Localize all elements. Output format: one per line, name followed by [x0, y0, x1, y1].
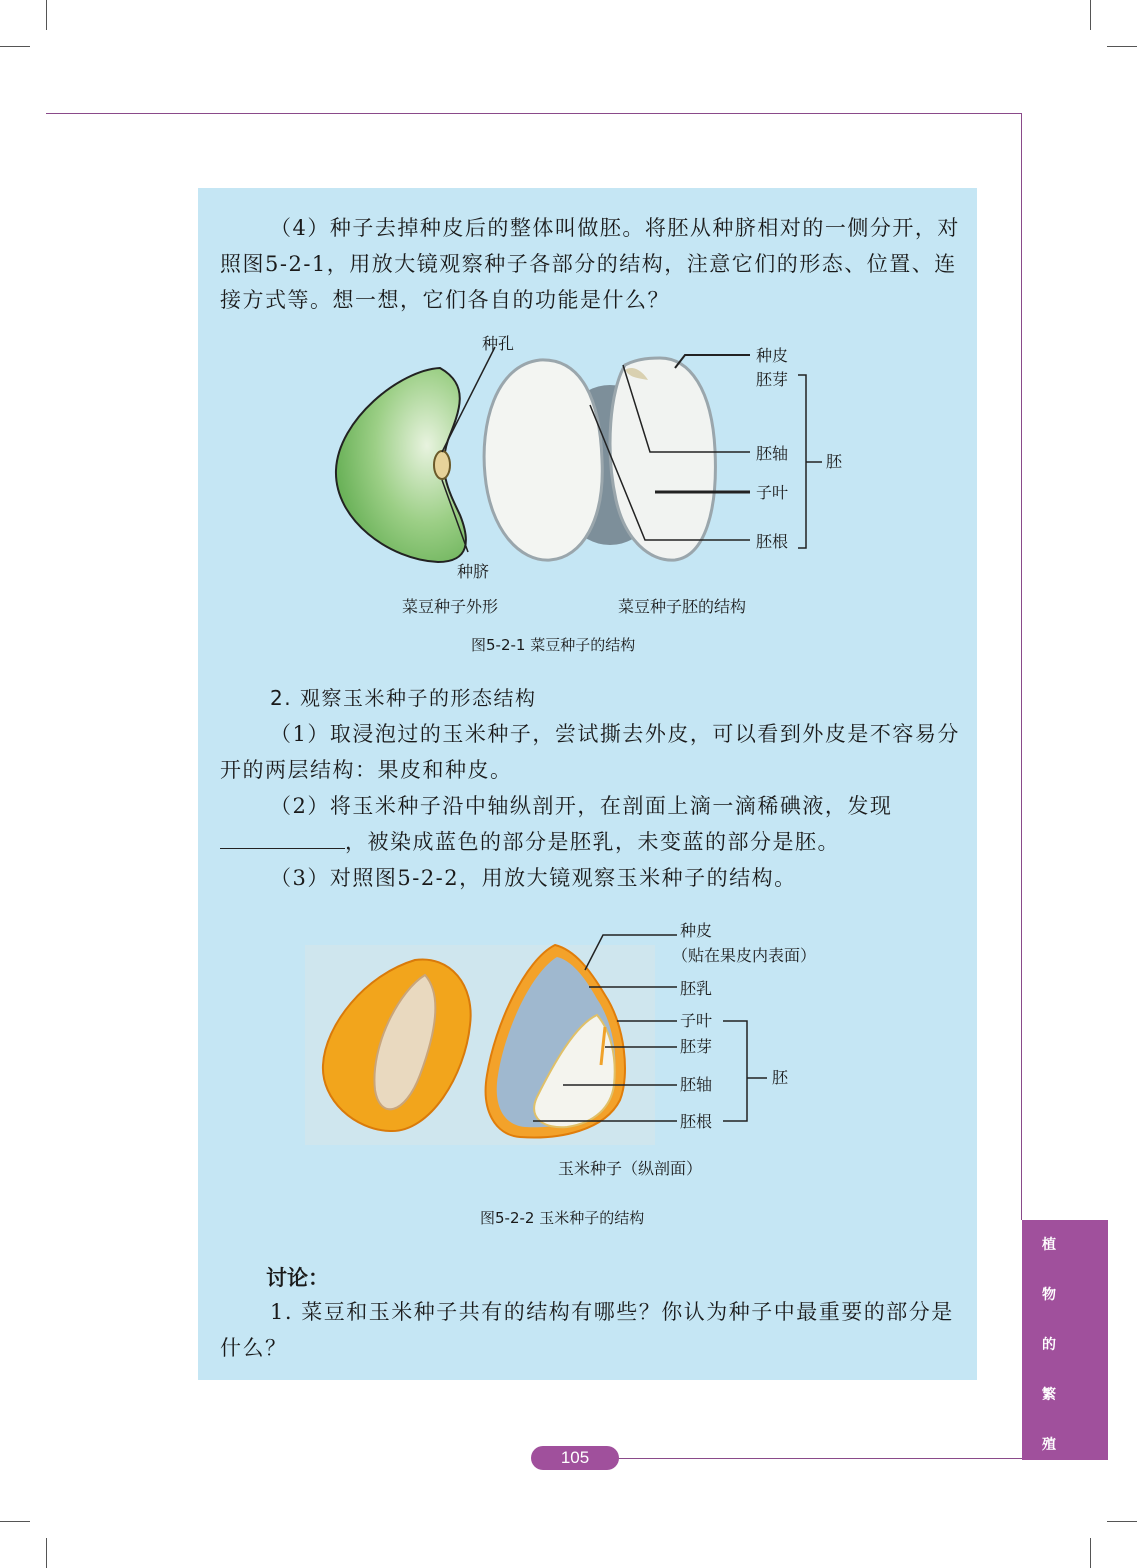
label-corn-radicle: 胚根	[680, 1112, 713, 1131]
page-frame-top	[46, 113, 1022, 114]
paragraph-corn-2	[220, 788, 960, 860]
label-endosperm: 胚乳	[680, 979, 713, 998]
corn-subcaption: 玉米种子（纵剖面）	[558, 1159, 703, 1178]
label-hilum: 种脐	[457, 562, 490, 581]
label-micropyle: 种孔	[482, 334, 515, 353]
bean-exterior-subcaption: 菜豆种子外形	[402, 597, 499, 616]
label-plumule: 胚芽	[756, 370, 789, 389]
crop-mark	[46, 1538, 47, 1568]
paragraph-corn-2-part-b: ，被染成蓝色的部分是胚乳，未变蓝的部分是胚。	[345, 830, 840, 854]
bean-cotyledon-right	[610, 358, 715, 560]
crop-mark	[1090, 0, 1091, 30]
label-corn-hypocotyl: 胚轴	[680, 1075, 713, 1094]
page-number: 105	[531, 1446, 619, 1470]
side-tab-char: 植	[1042, 1237, 1056, 1253]
paragraph-corn-3: （3）对照图5-2-2，用放大镜观察玉米种子的结构。	[270, 866, 797, 890]
label-corn-cotyledon: 子叶	[680, 1011, 713, 1030]
figure-caption-5-2-1: 图5-2-1 菜豆种子的结构	[471, 636, 636, 654]
paragraph-corn-2-part-a: （2）将玉米种子沿中轴纵剖开，在剖面上滴一滴稀碘液，发现	[270, 794, 893, 818]
bean-embryo-subcaption: 菜豆种子胚的结构	[618, 597, 747, 616]
label-corn-seed-coat-note: （贴在果皮内表面）	[672, 946, 817, 965]
chapter-side-tab	[1022, 1220, 1108, 1460]
section-2-title: 2. 观察玉米种子的形态结构	[270, 686, 537, 710]
crop-mark	[0, 1521, 30, 1522]
label-corn-embryo: 胚	[772, 1068, 789, 1087]
label-embryo: 胚	[826, 452, 843, 471]
side-tab-char: 繁	[1042, 1387, 1056, 1403]
crop-mark	[1107, 1521, 1137, 1522]
label-corn-plumule: 胚芽	[680, 1037, 713, 1056]
label-cotyledon: 子叶	[756, 483, 789, 502]
fill-in-blank[interactable]	[220, 828, 345, 849]
paragraph-step-4: （4）种子去掉种皮后的整体叫做胚。将胚从种脐相对的一侧分开，对照图5-2-1，用放大镜观察种子各部分的结构，注意它们的形态、位置、连接方式等。想一想，它们各自的功能是什么？	[220, 216, 960, 312]
label-hypocotyl: 胚轴	[756, 444, 789, 463]
discussion-question-1: 1. 菜豆和玉米种子共有的结构有哪些？你认为种子中最重要的部分是什么？	[220, 1300, 954, 1360]
side-tab-char: 物	[1042, 1287, 1056, 1303]
figure-caption-5-2-2: 图5-2-2 玉米种子的结构	[480, 1209, 645, 1227]
page-frame-right	[1021, 113, 1022, 1220]
label-radicle: 胚根	[756, 532, 789, 551]
page-number-rule	[560, 1458, 1022, 1459]
label-corn-seed-coat: 种皮	[680, 921, 713, 940]
crop-mark	[46, 0, 47, 30]
side-tab-char: 的	[1042, 1337, 1056, 1353]
hilum-mark	[434, 451, 450, 479]
crop-mark	[1107, 46, 1137, 47]
discussion-title: 讨论：	[266, 1266, 329, 1290]
paragraph-corn-1: （1）取浸泡过的玉米种子，尝试撕去外皮，可以看到外皮是不容易分开的两层结构：果皮和种皮。	[220, 722, 960, 782]
crop-mark	[0, 46, 30, 47]
side-tab-char: 殖	[1042, 1437, 1056, 1453]
crop-mark	[1090, 1538, 1091, 1568]
bean-cotyledon-left	[484, 360, 602, 560]
label-seed-coat: 种皮	[756, 346, 789, 365]
